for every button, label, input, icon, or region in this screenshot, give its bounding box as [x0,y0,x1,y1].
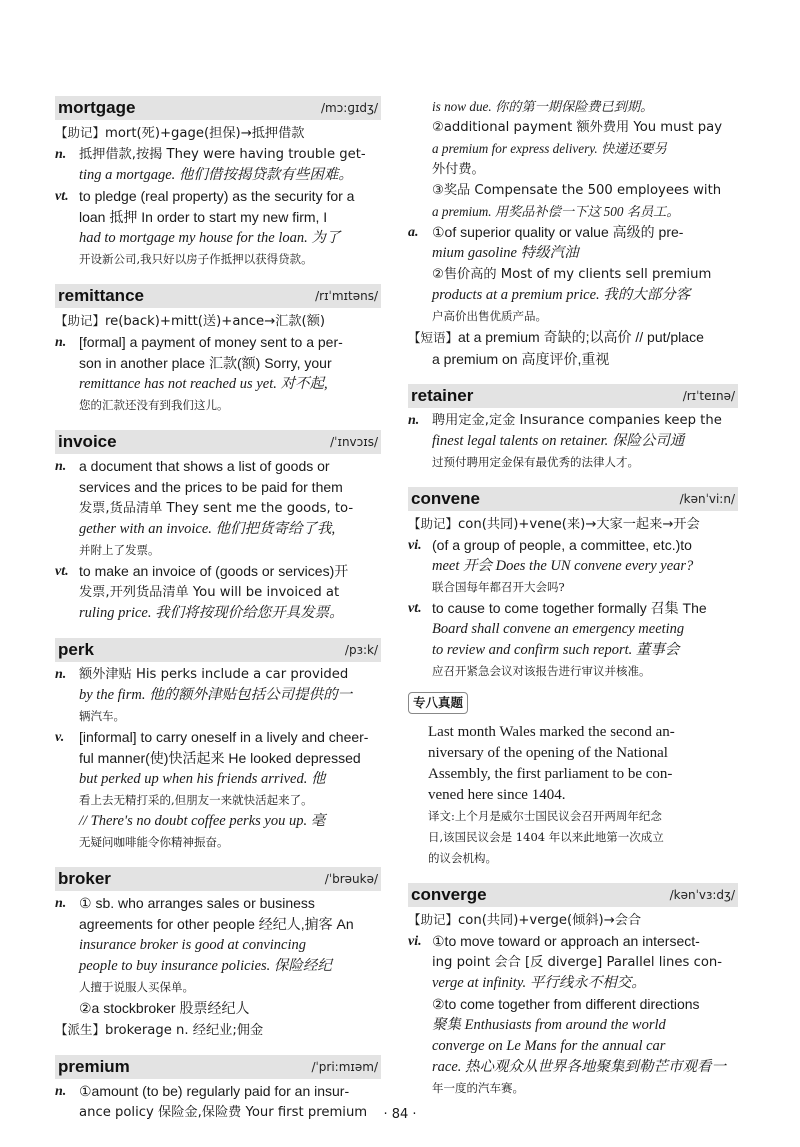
left-column [55,96,381,1123]
sense: vt. to make an invoice of (goods or services)开 发票,开列货品清单 You will be invoiced at ruling price. 我们将按现价给您开具发票。 [55,563,349,621]
phonetic: /mɔ:ɡɪdʒ/ [320,101,378,115]
entry-broker [55,867,381,1041]
phonetic: /rɪˈmɪtəns/ [315,289,378,303]
headword: converge [411,885,487,904]
phonetic: /kənˈvɜ:dʒ/ [669,888,735,902]
phrase: 【短语】at a premium 奇缺的;以高价 // put/place a premium on 高度评价,重视 [408,329,704,367]
part-of-speech: n. [55,1084,67,1099]
mnemonic: 【助记】con(共同)+vene(来)→大家一起来→开会 [408,516,700,532]
part-of-speech: n. [55,667,67,682]
entry-remittance [55,284,381,416]
entry-header [408,384,738,408]
entry-header [55,430,381,454]
sense: n. 聘用定金,定金 Insurance companies keep the finest legal talents on retainer. 保险公司通 过预付聘用定金保有最优秀的法律人才。 [408,410,738,473]
entry-header [55,1055,381,1079]
phonetic: /kənˈvi:n/ [679,492,735,506]
entry-header [55,638,381,662]
derived: 【派生】brokerage n. 经纪业;佣金 [55,1022,264,1038]
part-of-speech: vi. [408,934,422,949]
sense: n. [formal] a payment of money sent to a per- son in another place 汇款(额) Sorry, your remittance has not reached us yet. 对不起, 您的汇款还没有到我们这儿。 [55,334,343,412]
entry-invoice [55,430,381,624]
entry-perk [55,638,381,853]
phonetic: /pɜ:k/ [344,643,378,657]
entry-header [55,284,381,308]
sense: vt. to pledge (real property) as the security for a loan 抵押 In order to start my new firm, I had to mortgage my house for the loan. 为了 开设新公司,我只好以房子作抵押以获得贷款。 [55,188,355,266]
phonetic: /ˈpri:mɪəm/ [311,1060,378,1074]
part-of-speech: n. [55,459,67,474]
part-of-speech: vi. [408,538,422,553]
headword: broker [58,869,111,888]
premium-continued: is now due. 你的第一期保险费已到期。 ②additional payment 额外费用 You must pay a premium for express delivery. 快递还要另 外付费。 ③奖品 Compensate the 500 employees with a premium. 用奖品补偿一下这 500 名员工。 [432,99,723,219]
entry-header [408,883,738,907]
entry-mortgage [55,96,381,270]
part-of-speech: vt. [55,564,69,579]
entry-header [408,487,738,511]
mnemonic: 【助记】mort(死)+gage(担保)→抵押借款 [55,125,305,141]
headword: invoice [58,432,117,451]
phonetic: /rɪˈteɪnə/ [682,389,735,403]
exam-label: 专八真题 [408,692,468,714]
sense: a. ①of superior quality or value 高级的 pre- mium gasoline 特级汽油 ②售价高的 Most of my clients sell premium products at a premium price. 我的大部分客 户高价出售优质产品。 [408,224,712,323]
phonetic: /ˈɪnvɔɪs/ [330,435,378,449]
sense: vt. to cause to come together formally 召集 The Board shall convene an emergency meeting to review and confirm such report. 董事会 应召开紧急会议对该报告进行审议并核准。 [408,600,707,678]
mnemonic: 【助记】re(back)+mitt(送)+ance→汇款(额) [55,313,326,329]
page-number: · 84 · [383,1107,417,1122]
exam-passage: Last month Wales marked the second an- niversary of the opening of the National Assembly, the first parliament to be con- vened here since 1404. 译文:上个月是威尔士国民议会召开两周年纪念 日,该国民议会是 1404 年以来此地第一次成立 的议会机构。 [428,724,675,865]
part-of-speech: n. [55,147,67,162]
entry-header [55,96,381,120]
right-column [408,96,738,1113]
part-of-speech: v. [55,730,65,745]
entry-retainer [408,384,738,473]
entry-converge [408,883,738,1099]
sense: n. ①amount (to be) regularly paid for an insur- ance policy 保险金,保险费 Your first premium [55,1083,368,1120]
part-of-speech: vt. [55,189,69,204]
sense: n. 抵押借款,按揭 They were having trouble get- ting a mortgage. 他们借按揭贷款有些困难。 [55,144,381,186]
part-of-speech: n. [408,413,420,428]
entry-header [55,867,381,891]
headword: retainer [411,386,474,405]
headword: perk [58,640,94,659]
headword: convene [411,489,480,508]
part-of-speech: vt. [408,601,422,616]
exam-box [408,686,738,869]
sense: n. ① sb. who arranges sales or business agreements for other people 经纪人,掮客 An insurance broker is good at convincing people to buy insurance policies. 保险经纪 人擅于说服人买保单。 ②a stockbroker 股票经纪人 [55,895,354,1016]
headword: premium [58,1057,130,1076]
phonetic: /ˈbrəukə/ [324,872,378,886]
mnemonic: 【助记】con(共同)+verge(倾斜)→会合 [408,912,642,928]
sense: n. a document that shows a list of goods or services and the prices to be paid for them 发票,货品清单 They sent me the goods, to- gether with an invoice. 他们把货寄给了我, 并附上了发票。 [55,458,354,557]
part-of-speech: a. [408,225,419,240]
headword: remittance [58,286,144,305]
part-of-speech: n. [55,335,67,350]
sense: vi. ①to move toward or approach an intersect- ing point 会合 [反 diverge] Parallel lines con- verge at infinity. 平行线永不相交。 ②to come together from different directions 聚集 Enthusiasts from around the world converge on Le Mans for the annual car race. 热心观众从世界各地聚集到勒芒市观看一 年一度的汽车赛。 [408,933,727,1095]
entry-convene [408,487,738,682]
part-of-speech: n. [55,896,67,911]
sense: n. 额外津贴 His perks include a car provided by the firm. 他的额外津贴包括公司提供的一 辆汽车。 [55,664,381,727]
headword: mortgage [58,98,136,117]
sense: vi. (of a group of people, a committee, etc.)to meet 开会 Does the UN convene every year? 联合国每年都召开大会吗? [408,537,694,594]
sense: v. [informal] to carry oneself in a lively and cheer- ful manner(使)快活起来 He looked depressed but perked up when his friends arrived. 他 看上去无精打采的,但朋友一来就快活起来了。 // There's no doubt coffee perks you up. 毫 无疑问咖啡能令你精神振奋。 [55,729,369,849]
